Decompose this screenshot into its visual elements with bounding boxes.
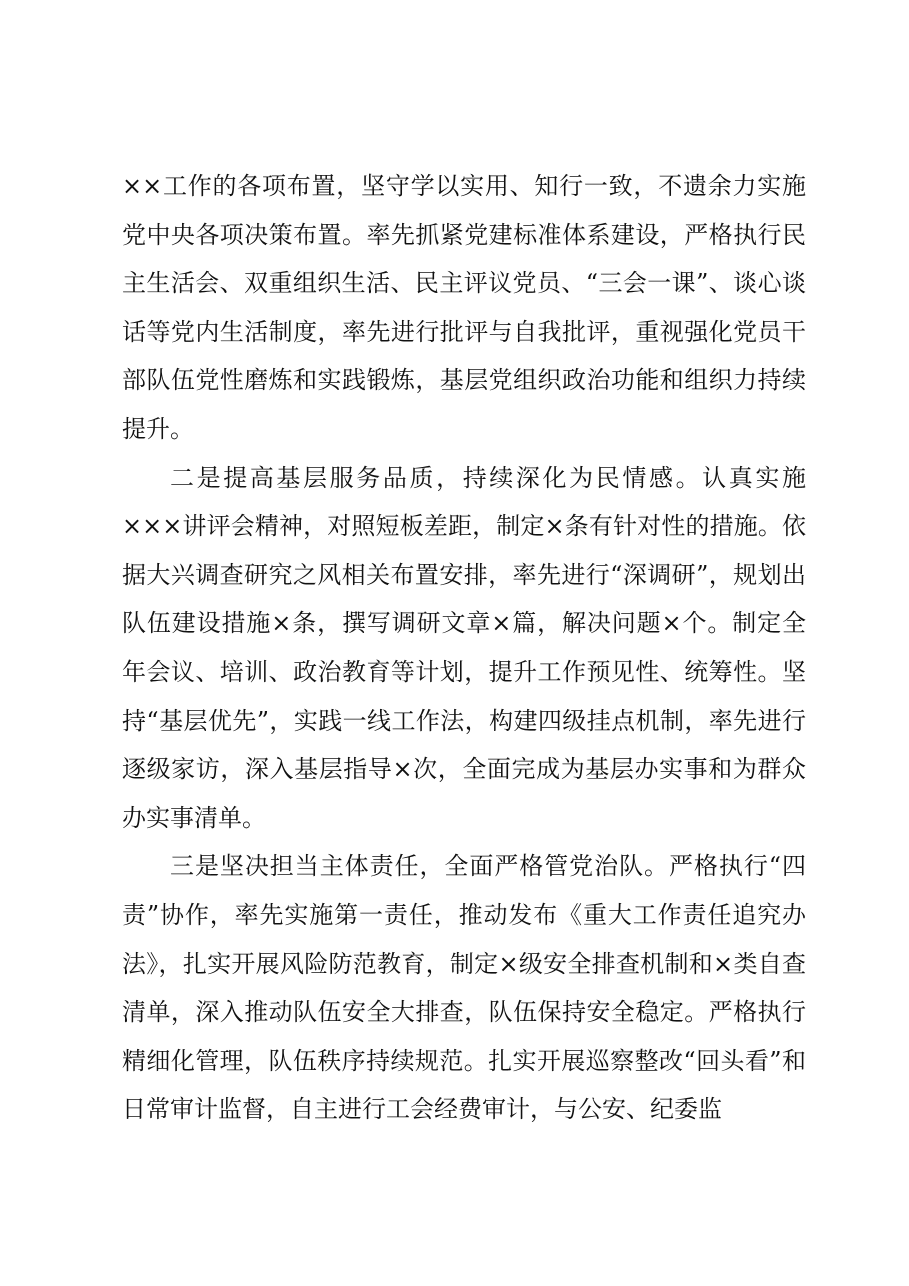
paragraph-2: 二是提高基层服务品质，持续深化为民情感。认真实施×××讲评会精神，对照短板差距，制定×条有针对性的措施。依据大兴调查研究之风相关布置安排，率先进行“深调研”，规划出队伍建设措施×条，撰写调研文章×篇，解决问题×个。制定全年会议、培训、政治教育等计划，提升工作预见性、统筹性。坚持“基层优先”，实践一线工作法，构建四级挂点机制，率先进行逐级家访，深入基层指导×次，全面完成为基层办实事和为群众办实事清单。 bbox=[122, 463, 806, 832]
paragraph-3: 三是坚决担当主体责任，全面严格管党治队。严格执行“四责”协作，率先实施第一责任，推动发布《重大工作责任追究办法》，扎实开展风险防范教育，制定×级安全排查机制和×类自查清单，深入推动队伍安全大排查，队伍保持安全稳定。严格执行精细化管理，队伍秩序持续规范。扎实开展巡察整改“回头看”和日常审计监督，自主进行工会经费审计，与公安、纪委监 bbox=[122, 852, 806, 1124]
paragraph-1: ××工作的各项布置，坚守学以实用、知行一致，不遗余力实施党中央各项决策布置。率先抓紧党建标准体系建设，严格执行民主生活会、双重组织生活、民主评议党员、“三会一课”、谈心谈话等党内生活制度，率先进行批评与自我批评，重视强化党员干部队伍党性磨炼和实践锻炼，基层党组织政治功能和组织力持续提升。 bbox=[122, 172, 806, 443]
document-body bbox=[122, 162, 806, 1134]
